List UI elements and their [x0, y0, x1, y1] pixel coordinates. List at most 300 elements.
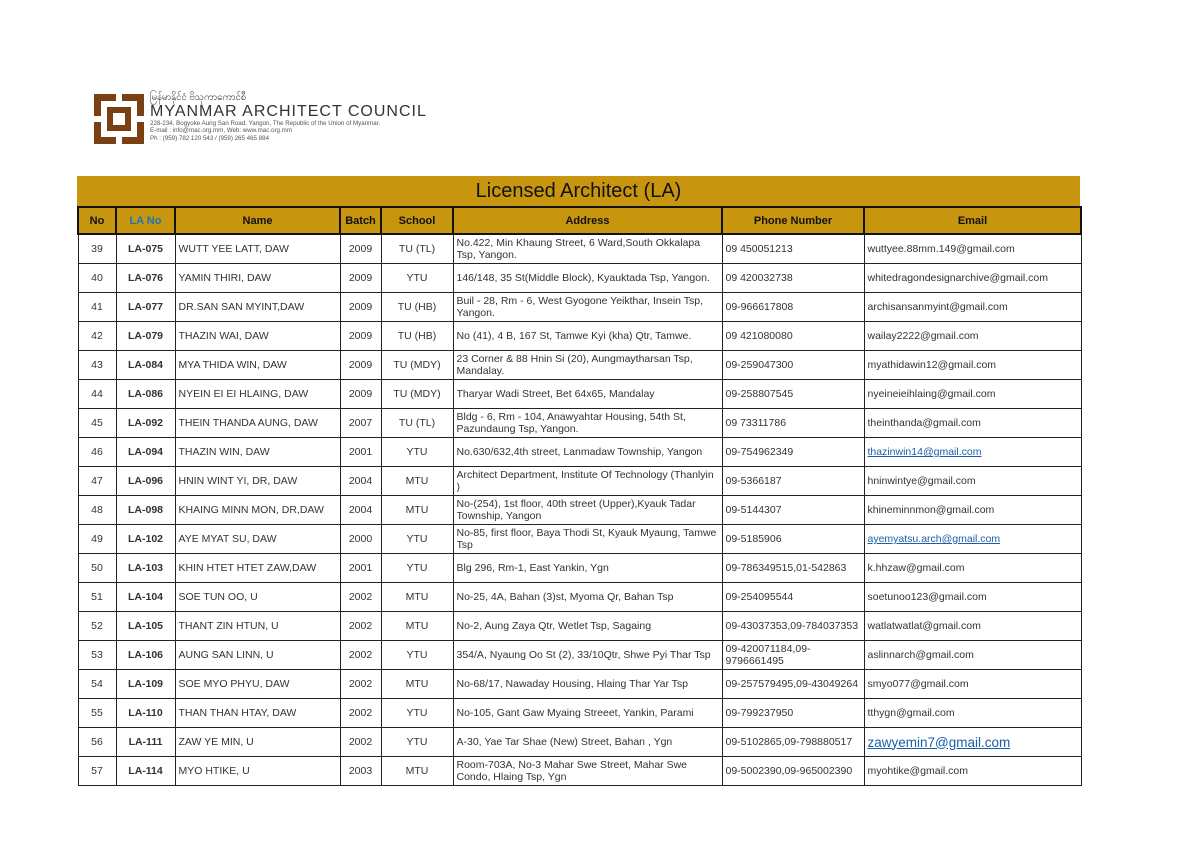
cell-batch: [340, 380, 381, 409]
cell-school-text: YTU: [406, 707, 428, 719]
cell-email[interactable]: [864, 757, 1081, 786]
cell-email[interactable]: [864, 264, 1081, 293]
cell-phone: [722, 234, 864, 264]
cell-la-no: [116, 351, 175, 380]
cell-no: [78, 467, 116, 496]
cell-school-text: YTU: [406, 533, 428, 545]
cell-address-text: 146/148, 35 St(Middle Block), Kyauktada Tsp, Yangon.: [456, 272, 710, 284]
cell-address: [453, 438, 722, 467]
cell-name-text: AUNG SAN LINN, U: [178, 649, 274, 661]
cell-name: [175, 728, 340, 757]
cell-address-text: Blg 296, Rm-1, East Yankin, Ygn: [456, 562, 609, 574]
cell-school: [381, 380, 453, 409]
cell-email-text[interactable]: theinthanda@gmail.com: [867, 417, 981, 429]
cell-phone-text: 09-259047300: [725, 359, 794, 371]
cell-phone-text: 09-754962349: [725, 446, 794, 458]
cell-email[interactable]: [864, 525, 1081, 554]
cell-address-text: No-85, first floor, Baya Thodi St, Kyauk Myaung, Tamwe Tsp: [456, 527, 717, 551]
cell-batch-text: 2009: [348, 301, 373, 313]
cell-la-no: [116, 438, 175, 467]
cell-batch-text: 2002: [348, 620, 373, 632]
cell-phone: [722, 438, 864, 467]
cell-phone: [722, 351, 864, 380]
cell-phone: [722, 293, 864, 322]
cell-batch: [340, 264, 381, 293]
cell-batch: [340, 351, 381, 380]
cell-address-text: Bldg - 6, Rm - 104, Anawyahtar Housing, 54th St, Pazundaung Tsp, Yangon.: [456, 411, 686, 435]
cell-batch: [340, 409, 381, 438]
cell-school: [381, 438, 453, 467]
cell-phone-text: 09-258807545: [725, 388, 794, 400]
cell-phone-text: 09 420032738: [725, 272, 793, 284]
cell-phone: [722, 380, 864, 409]
cell-school-text: YTU: [406, 272, 428, 284]
column-header-school: School: [381, 207, 453, 234]
cell-name: [175, 670, 340, 699]
cell-address-text: Architect Department, Institute Of Technology (Thanlyin ): [456, 469, 714, 493]
cell-batch-text: 2001: [348, 446, 373, 458]
cell-la-no-text: LA-096: [127, 475, 163, 487]
cell-phone-text: 09-254095544: [725, 591, 794, 603]
cell-no-text: 57: [91, 765, 103, 777]
cell-address: [453, 322, 722, 351]
cell-name-text: SOE MYO PHYU, DAW: [178, 678, 290, 690]
column-header-batch: Batch: [340, 207, 381, 234]
cell-email-text[interactable]: ayemyatsu.arch@gmail.com: [867, 533, 1001, 545]
cell-name-text: KHAING MINN MON, DR,DAW: [178, 504, 324, 516]
cell-name: [175, 351, 340, 380]
cell-batch: [340, 554, 381, 583]
cell-no-text: 41: [91, 301, 103, 313]
cell-name-text: MYO HTIKE, U: [178, 765, 250, 777]
cell-email-text[interactable]: khineminnmon@gmail.com: [867, 504, 995, 516]
cell-address: [453, 351, 722, 380]
cell-school: [381, 234, 453, 264]
cell-batch-text: 2000: [348, 533, 373, 545]
cell-school: [381, 583, 453, 612]
org-name: MYANMAR ARCHITECT COUNCIL: [150, 103, 427, 120]
table-row: [78, 699, 1081, 728]
table-header-row: [78, 207, 1081, 234]
cell-batch-text: 2002: [348, 707, 373, 719]
cell-phone-text: 09 421080080: [725, 330, 793, 342]
cell-school-text: TU (MDY): [393, 388, 441, 400]
cell-phone-text: 09-43037353,09-784037353: [725, 620, 859, 632]
cell-no: [78, 293, 116, 322]
cell-school: [381, 525, 453, 554]
cell-school: [381, 554, 453, 583]
cell-no: [78, 438, 116, 467]
cell-email[interactable]: [864, 699, 1081, 728]
table-row: [78, 264, 1081, 293]
cell-school: [381, 699, 453, 728]
cell-batch-text: 2004: [348, 504, 373, 516]
cell-phone: [722, 525, 864, 554]
cell-batch: [340, 496, 381, 525]
council-logo-icon: [92, 92, 146, 146]
org-phone: Ph : (959) 782 120 543 / (959) 265 465 884: [150, 134, 270, 142]
cell-email-text[interactable]: tthygn@gmail.com: [867, 707, 955, 719]
cell-school-text: TU (HB): [397, 301, 437, 313]
cell-name-text: THAZIN WAI, DAW: [178, 330, 269, 342]
cell-phone: [722, 322, 864, 351]
cell-batch-text: 2002: [348, 678, 373, 690]
table-body: [78, 234, 1081, 786]
cell-school: [381, 293, 453, 322]
cell-phone: [722, 612, 864, 641]
cell-la-no: [116, 496, 175, 525]
cell-batch-text: 2009: [348, 330, 373, 342]
cell-la-no: [116, 757, 175, 786]
cell-address: [453, 264, 722, 293]
cell-phone: [722, 467, 864, 496]
cell-email-text[interactable]: archisansanmyint@gmail.com: [867, 301, 1008, 313]
cell-no-text: 52: [91, 620, 103, 632]
cell-batch: [340, 641, 381, 670]
cell-email[interactable]: [864, 641, 1081, 670]
cell-email-text[interactable]: watlatwatlat@gmail.com: [867, 620, 981, 632]
cell-email[interactable]: [864, 322, 1081, 351]
table-row: [78, 554, 1081, 583]
cell-school-text: TU (TL): [398, 417, 436, 429]
cell-name: [175, 467, 340, 496]
cell-batch: [340, 670, 381, 699]
cell-email[interactable]: [864, 351, 1081, 380]
cell-phone: [722, 583, 864, 612]
cell-email-text[interactable]: k.hhzaw@gmail.com: [867, 562, 965, 574]
org-contact: E-mail : info@mac.org.mm, Web: www.mac.org.mm: [150, 127, 292, 135]
column-header-email: Email: [864, 207, 1081, 234]
cell-email-text[interactable]: myathidawin12@gmail.com: [867, 359, 997, 371]
column-header-no: No: [78, 207, 116, 234]
cell-email[interactable]: [864, 728, 1081, 757]
cell-name: [175, 293, 340, 322]
table-row: [78, 438, 1081, 467]
cell-school-text: YTU: [406, 446, 428, 458]
table-row: [78, 641, 1081, 670]
cell-email[interactable]: [864, 234, 1081, 264]
cell-batch: [340, 757, 381, 786]
cell-school-text: TU (TL): [398, 243, 436, 255]
cell-address: [453, 670, 722, 699]
table-row: [78, 409, 1081, 438]
cell-address: [453, 554, 722, 583]
org-address: 228-234, Bogyoke Aung San Road, Yangon, The Republic of the Union of Myanmar.: [150, 120, 381, 127]
cell-phone-text: 09-5002390,09-965002390: [725, 765, 853, 777]
column-header-address: Address: [453, 207, 722, 234]
cell-address: [453, 525, 722, 554]
cell-address-text: 23 Corner & 88 Hnin Si (20), Aungmaytharsan Tsp, Mandalay.: [456, 353, 693, 377]
cell-name: [175, 612, 340, 641]
cell-school-text: TU (MDY): [393, 359, 441, 371]
cell-address: [453, 409, 722, 438]
cell-email[interactable]: [864, 496, 1081, 525]
cell-no: [78, 554, 116, 583]
cell-no: [78, 409, 116, 438]
cell-phone-text: 09-420071184,09-9796661495: [725, 643, 811, 667]
cell-address: [453, 612, 722, 641]
cell-name: [175, 322, 340, 351]
cell-email-text[interactable]: aslinnarch@gmail.com: [867, 649, 974, 661]
cell-address-text: A-30, Yae Tar Shae (New) Street, Bahan , Ygn: [456, 736, 673, 748]
table-row: [78, 525, 1081, 554]
cell-batch: [340, 293, 381, 322]
cell-phone: [722, 757, 864, 786]
cell-la-no-text: LA-092: [127, 417, 163, 429]
cell-la-no: [116, 234, 175, 264]
cell-school-text: MTU: [405, 504, 429, 516]
cell-la-no-text: LA-103: [127, 562, 163, 574]
table-row: [78, 757, 1081, 786]
cell-email-text[interactable]: thazinwin14@gmail.com: [867, 446, 982, 458]
cell-batch-text: 2009: [348, 359, 373, 371]
cell-no-text: 53: [91, 649, 103, 661]
cell-phone: [722, 409, 864, 438]
column-header-name: Name: [175, 207, 340, 234]
cell-la-no: [116, 641, 175, 670]
cell-school-text: MTU: [405, 765, 429, 777]
cell-la-no-text: LA-084: [127, 359, 163, 371]
cell-name-text: KHIN HTET HTET ZAW,DAW: [178, 562, 317, 574]
cell-phone: [722, 728, 864, 757]
cell-la-no-text: LA-104: [127, 591, 163, 603]
cell-batch: [340, 438, 381, 467]
cell-la-no-text: LA-076: [127, 272, 163, 284]
cell-name: [175, 583, 340, 612]
cell-address-text: No-(254), 1st floor, 40th street (Upper),Kyauk Tadar Township, Yangon: [456, 498, 696, 522]
cell-no-text: 46: [91, 446, 103, 458]
cell-no-text: 44: [91, 388, 103, 400]
cell-phone: [722, 641, 864, 670]
cell-email[interactable]: [864, 438, 1081, 467]
org-native-name: မြန်မာနိုင်ငံ ဗိသုကာကောင်စီ: [150, 92, 247, 103]
cell-no-text: 47: [91, 475, 103, 487]
cell-name-text: HNIN WINT YI, DR, DAW: [178, 475, 298, 487]
table-row: [78, 234, 1081, 264]
cell-address: [453, 699, 722, 728]
cell-la-no-text: LA-079: [127, 330, 163, 342]
cell-school: [381, 757, 453, 786]
cell-la-no-text: LA-094: [127, 446, 163, 458]
cell-phone-text: 09-966617808: [725, 301, 794, 313]
cell-la-no: [116, 380, 175, 409]
cell-phone-text: 09 73311786: [725, 417, 787, 429]
cell-school-text: YTU: [406, 649, 428, 661]
cell-phone-text: 09-5144307: [725, 504, 782, 516]
cell-name: [175, 757, 340, 786]
cell-name: [175, 699, 340, 728]
cell-school-text: YTU: [406, 562, 428, 574]
column-header-phone: Phone Number: [722, 207, 864, 234]
cell-batch: [340, 322, 381, 351]
title-banner: [77, 176, 1080, 206]
cell-batch: [340, 728, 381, 757]
cell-email[interactable]: [864, 583, 1081, 612]
cell-batch: [340, 525, 381, 554]
cell-batch: [340, 583, 381, 612]
table-row: [78, 351, 1081, 380]
cell-name: [175, 525, 340, 554]
cell-address: [453, 583, 722, 612]
cell-no-text: 54: [91, 678, 103, 690]
cell-la-no-text: LA-106: [127, 649, 163, 661]
cell-email[interactable]: [864, 380, 1081, 409]
cell-school: [381, 728, 453, 757]
cell-school-text: MTU: [405, 591, 429, 603]
cell-batch-text: 2002: [348, 736, 373, 748]
cell-address-text: No-2, Aung Zaya Qtr, Wetlet Tsp, Sagaing: [456, 620, 652, 632]
cell-no-text: 51: [91, 591, 103, 603]
cell-la-no: [116, 612, 175, 641]
cell-address-text: Tharyar Wadi Street, Bet 64x65, Mandalay: [456, 388, 655, 400]
cell-phone-text: 09-799237950: [725, 707, 794, 719]
cell-phone-text: 09 450051213: [725, 243, 793, 255]
cell-address-text: No-105, Gant Gaw Myaing Streeet, Yankin, Parami: [456, 707, 694, 719]
cell-address-text: 354/A, Nyaung Oo St (2), 33/10Qtr, Shwe Pyi Thar Tsp: [456, 649, 711, 661]
cell-name-text: NYEIN EI EI HLAING, DAW: [178, 388, 309, 400]
cell-name: [175, 438, 340, 467]
cell-la-no-text: LA-114: [128, 765, 163, 777]
cell-batch-text: 2002: [348, 649, 373, 661]
cell-la-no: [116, 293, 175, 322]
cell-address-text: No.630/632,4th street, Lanmadaw Township, Yangon: [456, 446, 703, 458]
cell-name-text: MYA THIDA WIN, DAW: [178, 359, 287, 371]
cell-no-text: 40: [91, 272, 103, 284]
table-row: [78, 293, 1081, 322]
cell-la-no-text: LA-105: [127, 620, 163, 632]
cell-la-no-text: LA-077: [127, 301, 163, 313]
cell-address-text: No-68/17, Nawaday Housing, Hlaing Thar Yar Tsp: [456, 678, 689, 690]
cell-school-text: MTU: [405, 475, 429, 487]
cell-phone-text: 09-786349515,01-542863: [725, 562, 847, 574]
cell-name: [175, 380, 340, 409]
cell-name: [175, 264, 340, 293]
cell-email-text[interactable]: wailay2222@gmail.com: [867, 330, 979, 342]
cell-no: [78, 757, 116, 786]
cell-address-text: No (41), 4 B, 167 St, Tamwe Kyi (kha) Qtr, Tamwe.: [456, 330, 692, 342]
cell-batch-text: 2002: [348, 591, 373, 603]
cell-batch-text: 2009: [348, 388, 373, 400]
cell-name-text: YAMIN THIRI, DAW: [178, 272, 272, 284]
cell-no: [78, 264, 116, 293]
cell-address-text: No-25, 4A, Bahan (3)st, Myoma Qr, Bahan Tsp: [456, 591, 674, 603]
cell-la-no: [116, 583, 175, 612]
cell-batch-text: 2001: [348, 562, 373, 574]
cell-name: [175, 234, 340, 264]
cell-no-text: 43: [91, 359, 103, 371]
page-title: Licensed Architect (LA): [475, 180, 682, 202]
cell-la-no-text: LA-111: [128, 736, 163, 748]
cell-school-text: YTU: [406, 736, 428, 748]
cell-no-text: 39: [91, 243, 103, 255]
cell-email[interactable]: [864, 409, 1081, 438]
cell-name-text: THEIN THANDA AUNG, DAW: [178, 417, 318, 429]
cell-la-no: [116, 670, 175, 699]
cell-address: [453, 380, 722, 409]
cell-no-text: 48: [91, 504, 103, 516]
cell-phone: [722, 264, 864, 293]
cell-address-text: No.422, Min Khaung Street, 6 Ward,South Okkalapa Tsp, Yangon.: [456, 237, 701, 261]
cell-batch-text: 2009: [348, 243, 373, 255]
cell-email-text[interactable]: hninwintye@gmail.com: [867, 475, 976, 487]
cell-no: [78, 583, 116, 612]
cell-email[interactable]: [864, 554, 1081, 583]
cell-email[interactable]: [864, 612, 1081, 641]
cell-no-text: 50: [91, 562, 103, 574]
cell-address: [453, 757, 722, 786]
cell-no: [78, 322, 116, 351]
cell-batch: [340, 467, 381, 496]
cell-name-text: AYE MYAT SU, DAW: [178, 533, 277, 545]
cell-la-no: [116, 554, 175, 583]
cell-la-no: [116, 322, 175, 351]
cell-name-text: SOE TUN OO, U: [178, 591, 258, 603]
cell-phone: [722, 496, 864, 525]
cell-email-text[interactable]: wuttyee.88mm.149@gmail.com: [867, 243, 1015, 255]
cell-no: [78, 351, 116, 380]
cell-phone-text: 09-5185906: [725, 533, 782, 545]
cell-la-no-text: LA-109: [127, 678, 163, 690]
cell-name-text: DR.SAN SAN MYINT,DAW: [178, 301, 305, 313]
cell-name-text: ZAW YE MIN, U: [178, 736, 254, 748]
cell-email[interactable]: [864, 293, 1081, 322]
cell-phone-text: 09-257579495,09-43049264: [725, 678, 859, 690]
table-row: [78, 380, 1081, 409]
cell-batch-text: 2007: [348, 417, 373, 429]
cell-no-text: 42: [91, 330, 103, 342]
cell-name-text: THAZIN WIN, DAW: [178, 446, 270, 458]
cell-address: [453, 641, 722, 670]
cell-name: [175, 496, 340, 525]
cell-email-text[interactable]: nyeineieihlaing@gmail.com: [867, 388, 996, 400]
table-row: [78, 322, 1081, 351]
cell-batch: [340, 612, 381, 641]
cell-no-text: 56: [91, 736, 103, 748]
cell-email-text[interactable]: smyo077@gmail.com: [867, 678, 969, 690]
cell-phone: [722, 554, 864, 583]
cell-la-no-text: LA-086: [127, 388, 163, 400]
cell-no-text: 49: [91, 533, 103, 545]
cell-la-no: [116, 467, 175, 496]
cell-email-text[interactable]: myohtike@gmail.com: [867, 765, 969, 777]
cell-email[interactable]: [864, 670, 1081, 699]
cell-phone-text: 09-5102865,09-798880517: [725, 736, 853, 748]
cell-email-text[interactable]: zawyemin7@gmail.com: [867, 734, 1011, 750]
licensed-architect-table: [77, 206, 1082, 786]
cell-school: [381, 641, 453, 670]
cell-la-no: [116, 699, 175, 728]
cell-la-no-text: LA-098: [127, 504, 163, 516]
cell-school: [381, 409, 453, 438]
cell-batch-text: 2004: [348, 475, 373, 487]
cell-no: [78, 525, 116, 554]
cell-name-text: THANT ZIN HTUN, U: [178, 620, 279, 632]
table-row: [78, 728, 1081, 757]
cell-address: [453, 467, 722, 496]
cell-address: [453, 293, 722, 322]
cell-no: [78, 699, 116, 728]
cell-school: [381, 351, 453, 380]
cell-email[interactable]: [864, 467, 1081, 496]
cell-email-text[interactable]: soetunoo123@gmail.com: [867, 591, 987, 603]
table-row: [78, 467, 1081, 496]
cell-email-text[interactable]: whitedragondesignarchive@gmail.com: [867, 272, 1048, 284]
cell-no-text: 45: [91, 417, 103, 429]
cell-no: [78, 670, 116, 699]
cell-address: [453, 234, 722, 264]
cell-batch: [340, 699, 381, 728]
cell-address-text: Buil - 28, Rm - 6, West Gyogone Yeikthar, Insein Tsp, Yangon.: [456, 295, 703, 319]
